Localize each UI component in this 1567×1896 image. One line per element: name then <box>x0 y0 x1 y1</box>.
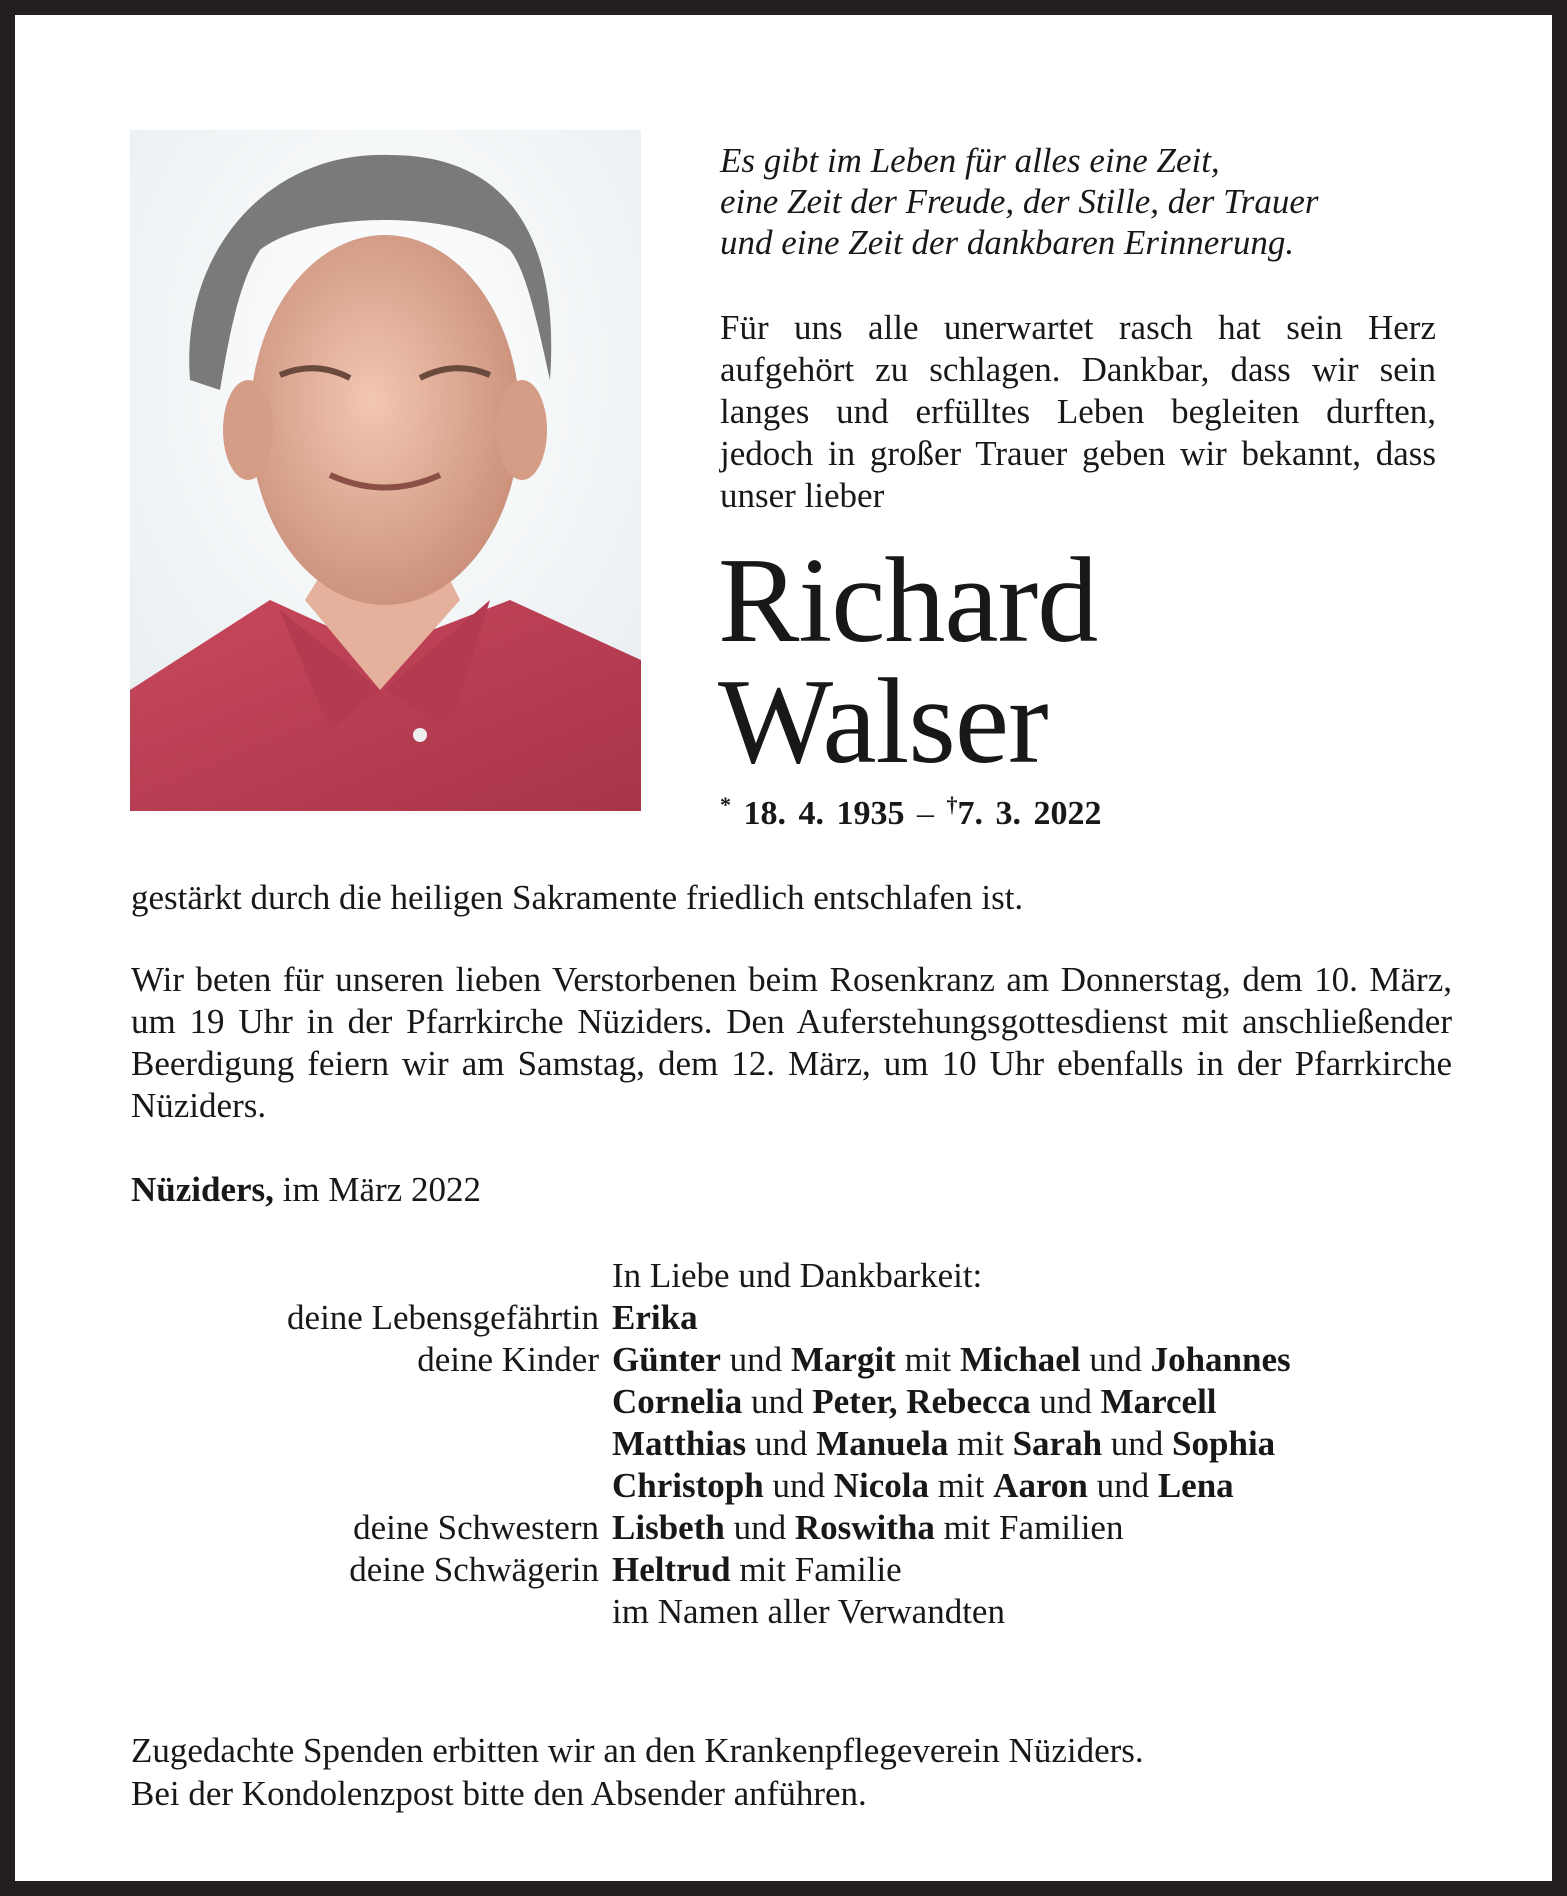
relation-label: deine Schwestern <box>353 1508 599 1547</box>
connector-text: und <box>746 1424 817 1463</box>
family-member-name: Christoph <box>612 1466 764 1505</box>
family-member-name: Heltrud <box>612 1550 731 1589</box>
connector-text: und <box>763 1466 834 1505</box>
connector-text: und <box>1030 1382 1101 1421</box>
family-member-name: Nicola <box>833 1466 929 1505</box>
family-member-name: Michael <box>960 1340 1081 1379</box>
family-member-name: Sarah <box>1012 1424 1103 1463</box>
family-names <box>612 1549 902 1591</box>
connector-text: und <box>742 1382 813 1421</box>
family-member-name: Margit <box>790 1340 896 1379</box>
portrait-photo <box>130 130 641 811</box>
relation-label <box>131 1465 612 1507</box>
family-member-name: Aaron <box>993 1466 1088 1505</box>
service-details: Wir beten für unseren lieben Verstorbenen beim Rosenkranz am Donnerstag, dem 10. März, um 19 Uhr in der Pfarrkirche Nüziders. Den Auferstehungsgottesdienst mit anschließender Beerdigung feiern wir am Samstag, dem 12. März, um 10 Uhr ebenfalls in der Pfarrkirche Nüziders. <box>131 960 1452 1125</box>
family-member-name: Peter, Rebecca <box>812 1382 1031 1421</box>
opening-quote <box>720 140 1450 263</box>
family-member-name: Johannes <box>1150 1340 1291 1379</box>
connector-text: mit Familien <box>934 1508 1124 1547</box>
closing-notes <box>131 1729 1144 1815</box>
date-text: im März 2022 <box>282 1170 481 1209</box>
first-name: Richard <box>718 533 1098 668</box>
donation-note: Zugedachte Spenden erbitten wir an den Krankenpflegeverein Nüziders. <box>131 1731 1144 1770</box>
family-member-name: Günter <box>612 1340 721 1379</box>
family-row <box>131 1297 1461 1339</box>
connector-text: und <box>1080 1340 1151 1379</box>
family-row <box>131 1465 1461 1507</box>
death-date: 7. 3. 2022 <box>957 795 1102 832</box>
last-name: Walser <box>718 654 1048 789</box>
connector-text: und <box>1087 1466 1158 1505</box>
family-member-name: Roswitha <box>794 1508 935 1547</box>
family-heading: In Liebe und Dankbarkeit: <box>612 1256 983 1295</box>
intro-paragraph: Für uns alle unerwartet rasch hat sein Herz aufgehört zu schlagen. Dankbar, dass wir sein langes und erfülltes Leben begleiten durften, jedoch in großer Trauer geben wir bekannt, dass unser lieber <box>720 308 1436 515</box>
quote-line: und eine Zeit der dankbaren Erinnerung. <box>720 223 1295 262</box>
family-names <box>612 1423 1275 1465</box>
connector-text: mit Familie <box>730 1550 902 1589</box>
connector-text: mit <box>895 1340 961 1379</box>
death-symbol: † <box>946 792 958 817</box>
label-spacer <box>131 1255 612 1297</box>
town: Nüziders, <box>131 1170 274 1209</box>
obituary-page <box>15 15 1552 1881</box>
family-names <box>612 1465 1234 1507</box>
mourners-list <box>131 1255 1461 1633</box>
birth-symbol: * <box>720 792 731 817</box>
family-names <box>612 1381 1217 1423</box>
family-names <box>612 1507 1123 1549</box>
family-member-name: Erika <box>612 1298 698 1337</box>
family-member-name: Manuela <box>816 1424 949 1463</box>
relation-label <box>131 1423 612 1465</box>
family-row <box>131 1339 1461 1381</box>
deceased-name <box>718 533 1098 789</box>
connector-text: und <box>1102 1424 1173 1463</box>
family-member-name: Sophia <box>1172 1424 1276 1463</box>
quote-line: eine Zeit der Freude, der Stille, der Trauer <box>720 182 1319 221</box>
connector-text: und <box>720 1340 791 1379</box>
family-row <box>131 1591 1461 1633</box>
place-date-line <box>131 1170 481 1210</box>
family-row <box>131 1507 1461 1549</box>
family-names <box>612 1297 698 1339</box>
family-row <box>131 1549 1461 1591</box>
relation-label <box>131 1591 612 1633</box>
family-names <box>612 1339 1291 1381</box>
family-heading-row <box>131 1255 1461 1297</box>
family-member-name: Lisbeth <box>612 1508 725 1547</box>
relation-label: deine Lebensgefährtin <box>287 1298 599 1337</box>
family-member-name: Matthias <box>612 1424 747 1463</box>
family-names <box>612 1591 1005 1633</box>
family-member-name: Cornelia <box>612 1382 743 1421</box>
quote-line: Es gibt im Leben für alles eine Zeit, <box>720 141 1220 180</box>
connector-text: mit <box>948 1424 1013 1463</box>
connector-text: mit <box>928 1466 994 1505</box>
life-dates <box>720 792 1102 833</box>
relation-label: deine Kinder <box>417 1340 599 1379</box>
date-separator: – <box>917 795 934 832</box>
relation-label <box>131 1381 612 1423</box>
condolence-note: Bei der Kondolenzpost bitte den Absender anführen. <box>131 1774 867 1813</box>
family-member-name: Marcell <box>1100 1382 1217 1421</box>
family-row <box>131 1423 1461 1465</box>
passing-statement: gestärkt durch die heiligen Sakramente friedlich entschlafen ist. <box>131 878 1024 917</box>
relation-label: deine Schwägerin <box>349 1550 599 1589</box>
connector-text: im Namen aller Verwandten <box>612 1592 1005 1631</box>
family-row <box>131 1381 1461 1423</box>
family-member-name: Lena <box>1157 1466 1234 1505</box>
connector-text: und <box>724 1508 795 1547</box>
birth-date: 18. 4. 1935 <box>743 795 905 832</box>
